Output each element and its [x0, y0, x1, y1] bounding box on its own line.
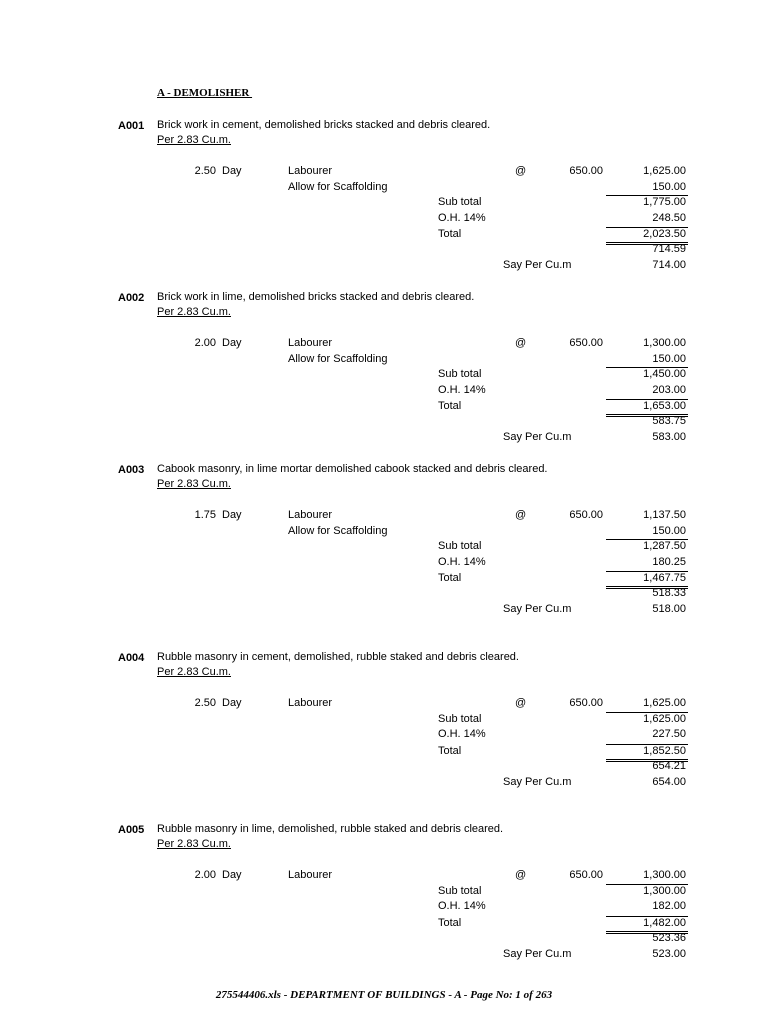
per-unit-amount: 523.36: [652, 931, 686, 944]
overhead-label: O.H. 14%: [438, 383, 486, 396]
line-unit: Day: [222, 697, 242, 709]
line-qty: 2.50: [194, 697, 216, 709]
item-description: Brick work in lime, demolished bricks stacked and debris cleared.: [157, 291, 475, 303]
section-title: A - DEMOLISHER: [157, 87, 253, 99]
line-description: Allow for Scaffolding: [288, 524, 388, 537]
line-amount: 150.00: [652, 352, 686, 365]
total-label: Total: [438, 400, 462, 412]
per-unit-amount: 583.75: [652, 415, 686, 427]
line-amount: 1,300.00: [643, 869, 686, 881]
overhead-label: O.H. 14%: [438, 728, 486, 740]
subtotal-label: Sub total: [438, 368, 482, 380]
line-rate: 650.00: [569, 337, 603, 349]
subtotal-amount: 1,625.00: [643, 712, 686, 725]
line-qty: 2.00: [194, 869, 216, 881]
total-label: Total: [438, 228, 462, 240]
subtotal-label: Sub total: [438, 540, 482, 552]
total-label: Total: [438, 916, 462, 929]
item-code: A001: [118, 120, 145, 132]
line-description: Labourer: [288, 869, 333, 881]
total-label: Total: [438, 744, 462, 757]
item-code: A002: [118, 292, 145, 304]
say-label: Say Per Cu.m: [503, 603, 572, 615]
say-label: Say Per Cu.m: [503, 259, 572, 271]
page-footer: 275544406.xls - DEPARTMENT OF BUILDINGS - A - Page No: 1 of 263: [215, 989, 553, 1001]
subtotal-label: Sub total: [438, 712, 482, 725]
item-code: A003: [118, 464, 145, 476]
total-amount: 1,852.50: [643, 744, 686, 757]
line-description: Allow for Scaffolding: [288, 352, 388, 365]
item-code: A004: [118, 652, 145, 664]
line-description: Labourer: [288, 509, 333, 521]
line-unit: Day: [222, 165, 242, 177]
say-label: Say Per Cu.m: [503, 947, 572, 960]
say-amount: 654.00: [652, 775, 686, 788]
subtotal-amount: 1,300.00: [643, 884, 686, 897]
item-code: A005: [118, 824, 145, 836]
line-rate: 650.00: [569, 509, 603, 521]
item-description: Brick work in cement, demolished bricks stacked and debris cleared.: [157, 119, 491, 131]
subtotal-amount: 1,775.00: [643, 196, 686, 208]
total-amount: 1,467.75: [643, 572, 686, 584]
subtotal-amount: 1,450.00: [643, 368, 686, 380]
subtotal-label: Sub total: [438, 884, 482, 897]
item-unit: Per 2.83 Cu.m.: [157, 838, 231, 850]
line-unit: Day: [222, 509, 242, 521]
total-amount: 1,653.00: [643, 400, 686, 412]
overhead-amount: 182.00: [652, 900, 686, 912]
overhead-label: O.H. 14%: [438, 555, 486, 568]
line-amount: 150.00: [652, 180, 686, 193]
line-unit: Day: [222, 869, 242, 881]
at-symbol: @: [515, 509, 527, 521]
line-qty: 1.75: [194, 509, 216, 521]
item-unit: Per 2.83 Cu.m.: [157, 306, 231, 318]
item-unit: Per 2.83 Cu.m.: [157, 666, 231, 678]
line-description: Labourer: [288, 337, 333, 349]
say-amount: 518.00: [652, 603, 686, 615]
per-unit-amount: 518.33: [652, 587, 686, 599]
overhead-amount: 248.50: [652, 211, 686, 224]
line-rate: 650.00: [569, 165, 603, 177]
overhead-label: O.H. 14%: [438, 900, 486, 912]
subtotal-label: Sub total: [438, 196, 482, 208]
line-description: Labourer: [288, 697, 333, 709]
line-unit: Day: [222, 337, 242, 349]
line-description: Labourer: [288, 165, 333, 177]
line-amount: 1,300.00: [643, 337, 686, 349]
line-rate: 650.00: [569, 697, 603, 709]
item-description: Cabook masonry, in lime mortar demolished cabook stacked and debris cleared.: [157, 463, 548, 475]
overhead-amount: 227.50: [652, 728, 686, 740]
total-amount: 2,023.50: [643, 228, 686, 240]
at-symbol: @: [515, 337, 527, 349]
line-description: Allow for Scaffolding: [288, 180, 388, 193]
line-amount: 1,137.50: [643, 509, 686, 521]
say-amount: 583.00: [652, 431, 686, 443]
line-amount: 1,625.00: [643, 697, 686, 709]
say-label: Say Per Cu.m: [503, 775, 572, 788]
per-unit-amount: 714.59: [652, 243, 686, 255]
item-unit: Per 2.83 Cu.m.: [157, 134, 231, 146]
item-unit: Per 2.83 Cu.m.: [157, 478, 231, 490]
line-rate: 650.00: [569, 869, 603, 881]
subtotal-amount: 1,287.50: [643, 540, 686, 552]
say-label: Say Per Cu.m: [503, 431, 572, 443]
item-description: Rubble masonry in cement, demolished, rubble staked and debris cleared.: [157, 651, 519, 663]
total-amount: 1,482.00: [643, 916, 686, 929]
line-amount: 150.00: [652, 524, 686, 537]
overhead-amount: 180.25: [652, 555, 686, 568]
say-amount: 523.00: [652, 947, 686, 960]
line-amount: 1,625.00: [643, 165, 686, 177]
per-unit-amount: 654.21: [652, 759, 686, 772]
at-symbol: @: [515, 869, 527, 881]
at-symbol: @: [515, 697, 527, 709]
total-label: Total: [438, 572, 462, 584]
say-amount: 714.00: [652, 259, 686, 271]
overhead-label: O.H. 14%: [438, 211, 486, 224]
item-description: Rubble masonry in lime, demolished, rubble staked and debris cleared.: [157, 823, 504, 835]
overhead-amount: 203.00: [652, 383, 686, 396]
line-qty: 2.50: [194, 165, 216, 177]
line-qty: 2.00: [194, 337, 216, 349]
at-symbol: @: [515, 165, 527, 177]
